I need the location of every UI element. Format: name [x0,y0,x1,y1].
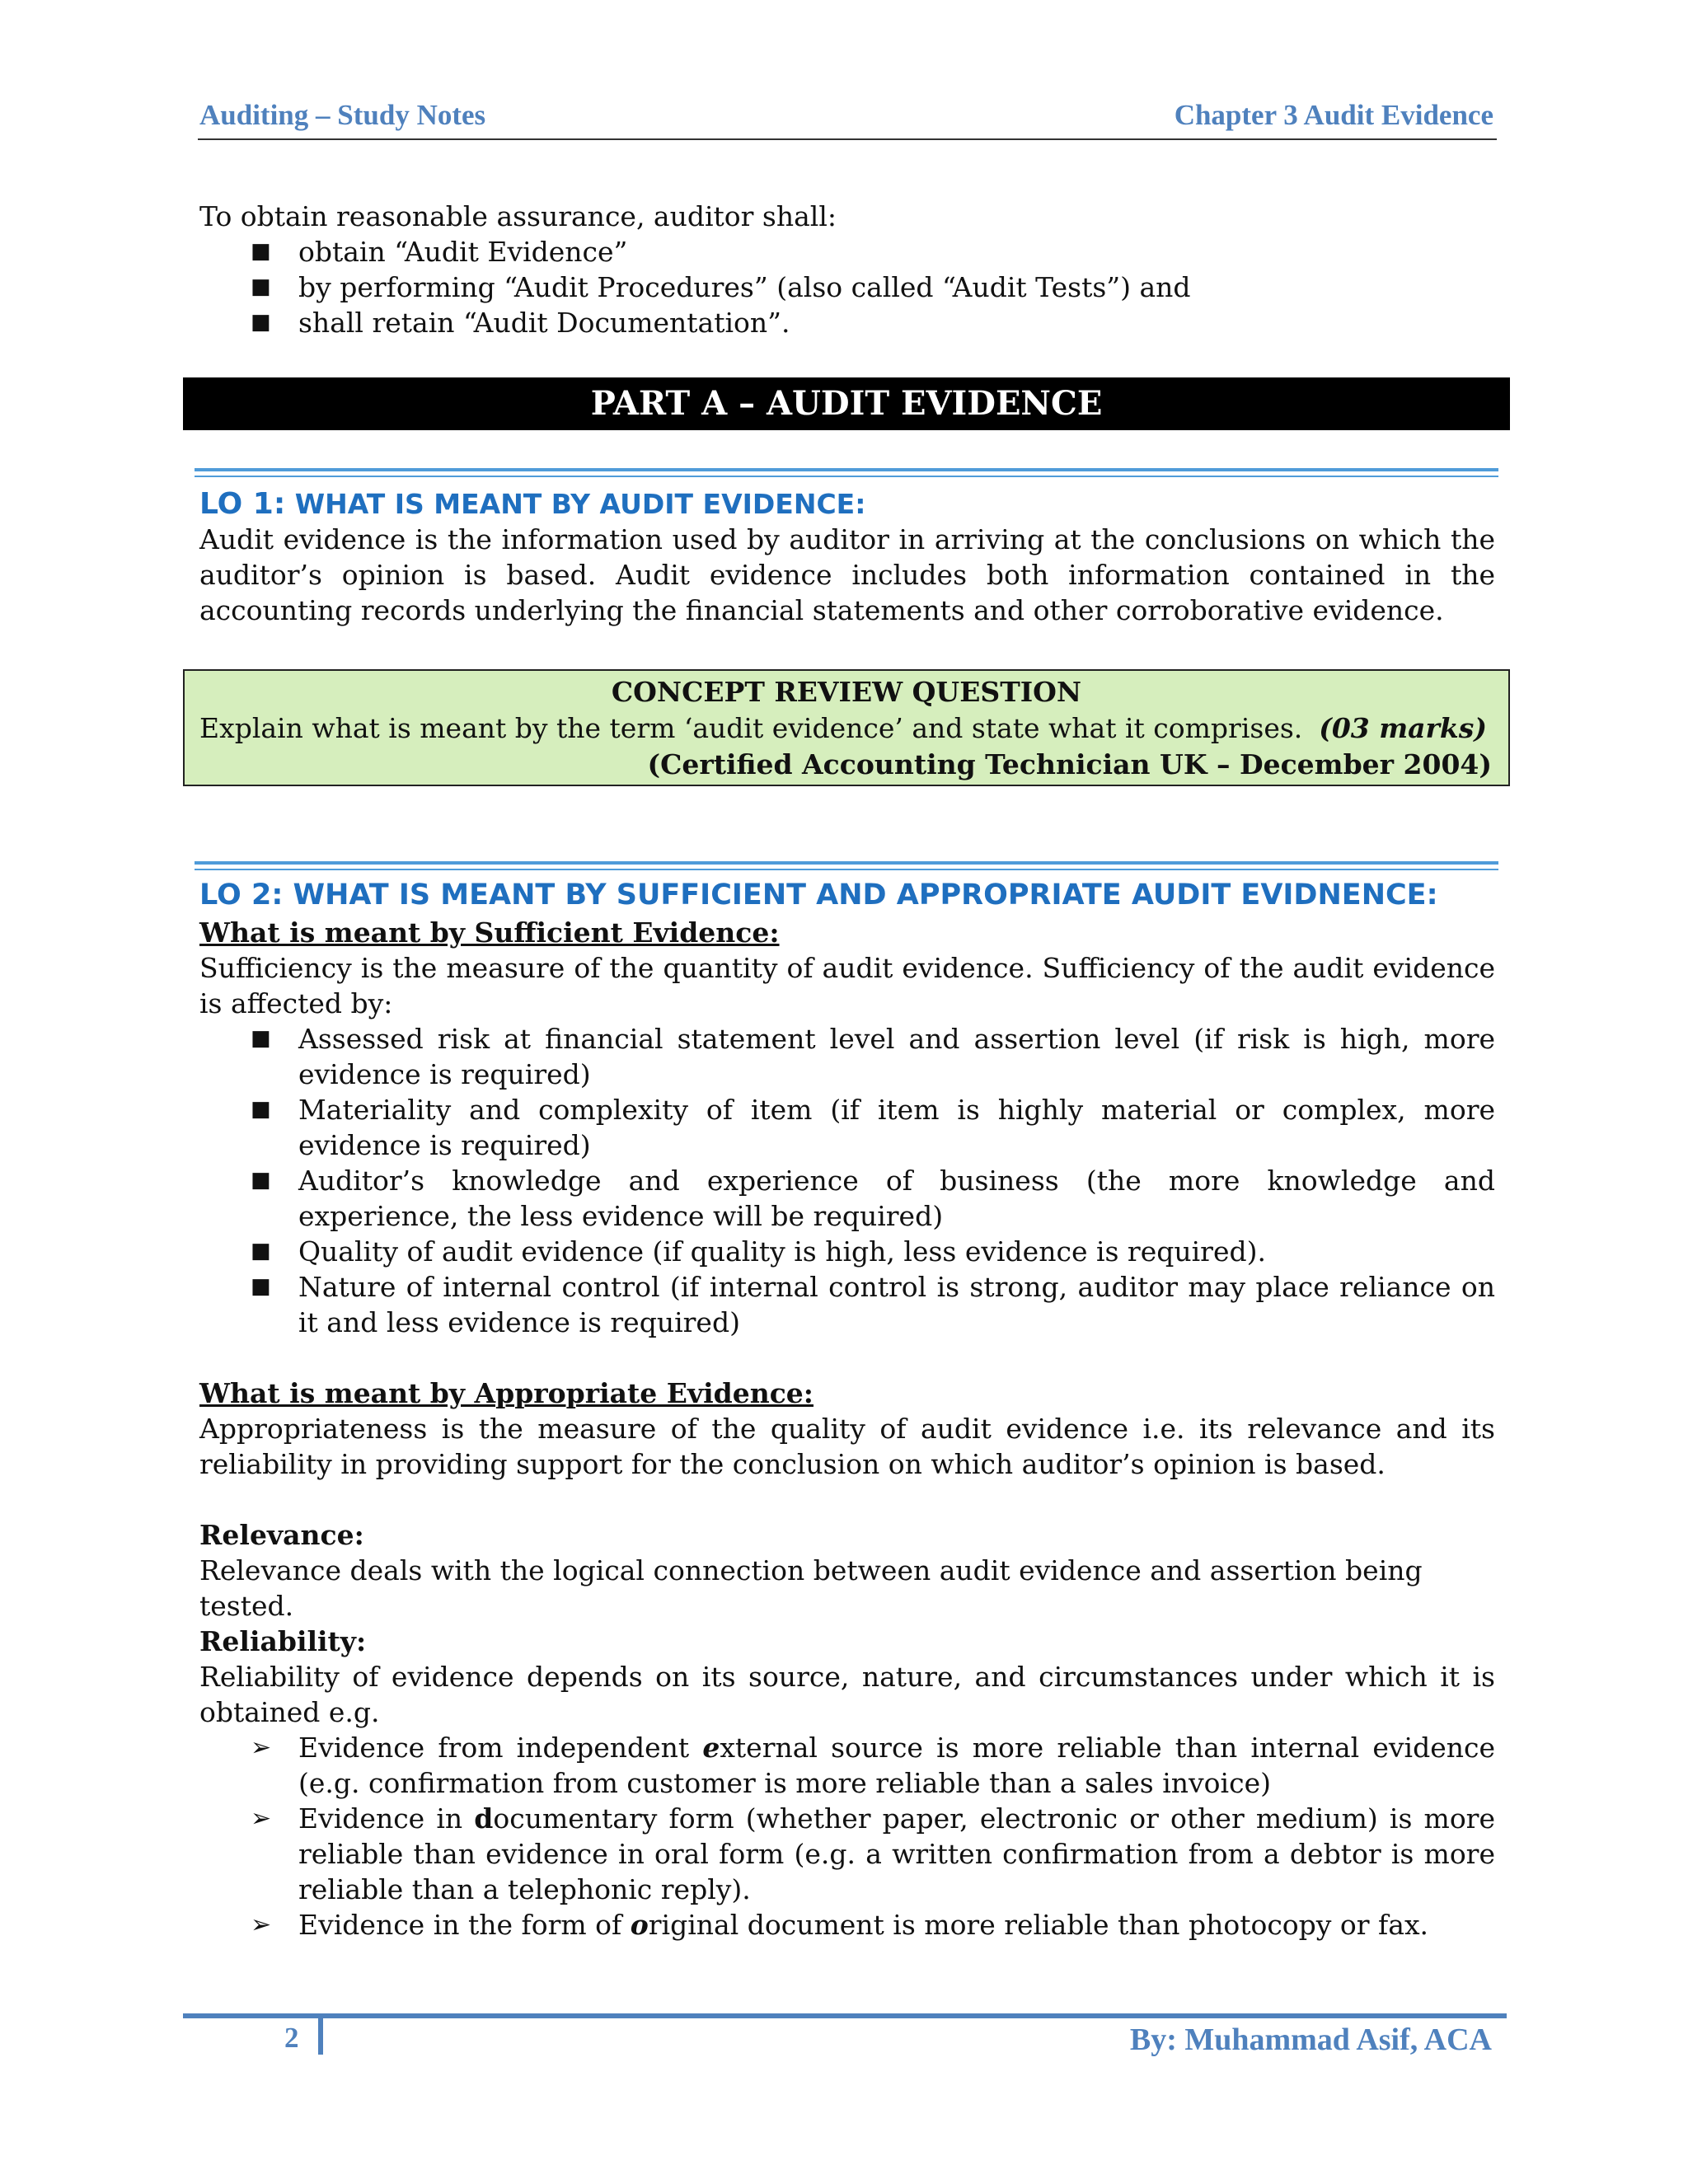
list-item: ■ Materiality and complexity of item (if item is highly material or complex, more evidence is required) [251,1094,1495,1161]
keyword-letter: d [474,1802,494,1835]
lo1-title [199,486,1502,522]
arrow-bullet-icon: ➢ [251,1733,272,1762]
square-bullet-icon: ■ [251,1097,271,1122]
square-bullet-icon: ■ [251,1239,271,1263]
section-divider [195,861,1498,870]
page-number: 2 [284,2022,299,2054]
intro-lead: To obtain reasonable assurance, auditor shall: [199,200,837,232]
square-bullet-icon: ■ [251,274,271,299]
square-bullet-icon: ■ [251,1026,271,1051]
section-divider [195,468,1498,477]
footer-rule [183,2013,1507,2018]
reliability-bullet-list [199,1730,1495,1943]
reliability-paragraph: Reliability of evidence depends on its source, nature, and circumstances under which it is obtained e.g. [199,1661,1495,1728]
intro-section [199,199,1495,340]
lo1-number: LO 1: [199,487,286,521]
intro-bullet-list [199,234,1495,340]
lo1-paragraph: Audit evidence is the information used by auditor in arriving at the conclusions on which the auditor’s opinion is based. Audit evidence includes both information contained in the accounting records underlying the financial statements and other corroborative evidence. [199,523,1495,626]
relevance-section [199,1517,1495,1624]
list-item: ■ Assessed risk at financial statement level and assertion level (if risk is high, more evidence is required) [251,1023,1495,1090]
list-item: ■ shall retain “Audit Documentation”. [251,307,790,339]
list-item: ➢ Evidence from independent external source is more reliable than internal evidence (e.g. confirmation from customer is more reliable than a sales invoice) [251,1732,1495,1799]
header-chapter: Chapter 3 Audit Evidence [1174,99,1493,131]
arrow-bullet-icon: ➢ [251,1910,272,1939]
list-item: ➢ Evidence in the form of original document is more reliable than photocopy or fax. [251,1909,1429,1941]
sufficient-heading: What is meant by Sufficient Evidence: [199,916,780,949]
square-bullet-icon: ■ [251,1168,271,1193]
list-item: ■ Auditor’s knowledge and experience of business (the more knowledge and experience, the less evidence will be required) [251,1165,1495,1232]
lo2-title: LO 2: WHAT IS MEANT BY SUFFICIENT AND APPROPRIATE AUDIT EVIDNENCE: [199,879,1438,912]
header-title: Auditing – Study Notes [199,99,486,131]
arrow-bullet-icon: ➢ [251,1804,272,1833]
concept-review-box [183,669,1510,786]
list-item: ■ Quality of audit evidence (if quality is high, less evidence is required). [251,1235,1266,1268]
sufficient-bullet-list [199,1021,1495,1340]
lo2-body [199,915,1495,1340]
concept-review-title: CONCEPT REVIEW QUESTION [611,676,1082,708]
lo1-heading: WHAT IS MEANT BY AUDIT EVIDENCE: [285,488,866,520]
footer-divider [318,2017,323,2055]
square-bullet-icon: ■ [251,310,271,335]
list-item: ■ Nature of internal control (if internal control is strong, auditor may place reliance on it and less evidence is required) [251,1271,1495,1338]
running-header [198,97,1497,140]
square-bullet-icon: ■ [251,1274,271,1299]
reliability-heading: Reliability: [199,1625,367,1657]
reliability-section [199,1624,1495,1943]
concept-review-marks: (03 marks) [1319,712,1487,744]
keyword-letter: o [630,1909,649,1941]
concept-review-source: (Certified Accounting Technician UK – December 2004) [647,748,1492,780]
square-bullet-icon: ■ [251,239,271,264]
concept-review-question: Explain what is meant by the term ‘audit evidence’ and state what it comprises. [199,712,1303,744]
appropriate-section [199,1376,1495,1482]
footer-author: By: Muhammad Asif, ACA [1129,2022,1492,2057]
list-item: ■ obtain “Audit Evidence” [251,236,628,268]
appropriate-paragraph: Appropriateness is the measure of the quality of audit evidence i.e. its relevance and its reliability in providing support for the conclusion on which auditor’s opinion is based. [199,1413,1495,1480]
appropriate-heading: What is meant by Appropriate Evidence: [199,1377,814,1409]
list-item: ■ by performing “Audit Procedures” (also called “Audit Tests”) and [251,271,1191,303]
keyword-letter: e [702,1732,720,1764]
sufficient-paragraph: Sufficiency is the measure of the quantity of audit evidence. Sufficiency of the audit evidence is affected by: [199,952,1495,1019]
list-item: ➢ Evidence in documentary form (whether paper, electronic or other medium) is more reliable than evidence in oral form (e.g. a written confirmation from a debtor is more reliable than a telephonic reply). [251,1802,1495,1905]
relevance-paragraph: Relevance deals with the logical connection between audit evidence and assertion being tested. [199,1554,1423,1622]
relevance-heading: Relevance: [199,1519,364,1551]
part-banner: PART A – AUDIT EVIDENCE [183,377,1510,430]
